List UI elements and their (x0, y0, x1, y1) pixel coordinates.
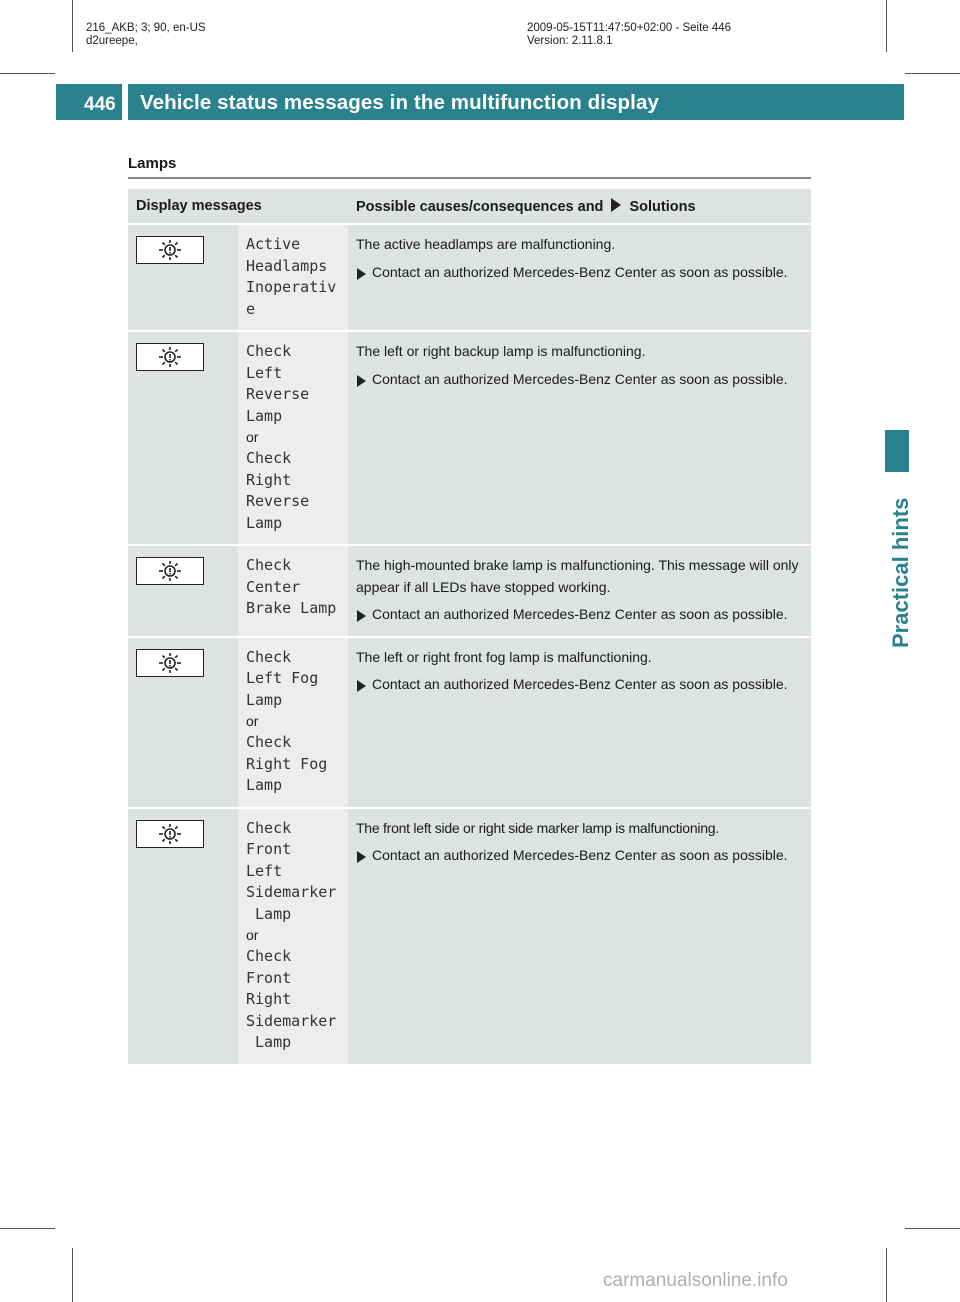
display-message: Active Headlamps Inoperativ e (246, 235, 337, 318)
side-tab-marker (885, 430, 909, 472)
display-message-alt: Check Front Right Sidemarker Lamp (246, 947, 337, 1051)
lamp-warning-icon (136, 649, 204, 677)
meta-left-line1: 216_AKB; 3; 90, en-US (86, 22, 206, 34)
step-arrow-icon (357, 680, 366, 692)
message-cell (238, 546, 348, 636)
icon-cell (128, 546, 238, 636)
lamp-glyph (155, 652, 185, 674)
table-row (128, 332, 811, 544)
lamp-glyph (155, 823, 185, 845)
solution-cell (348, 809, 811, 1064)
solution-cell (348, 225, 811, 330)
icon-cell (128, 225, 238, 330)
step-arrow-icon (357, 610, 366, 622)
lamp-glyph (155, 560, 185, 582)
solution-text: Contact an authorized Mercedes-Benz Center as soon as possible. (372, 676, 788, 692)
message-cell (238, 225, 348, 330)
display-message-alt: Check Right Fog Lamp (246, 733, 328, 794)
page-title: Vehicle status messages in the multifunction display (140, 91, 659, 114)
cause-text: The active headlamps are malfunctioning. (356, 236, 616, 252)
display-message: Check Left Fog Lamp (246, 647, 319, 709)
table-row (128, 225, 811, 330)
lamp-warning-icon (136, 236, 204, 264)
icon-cell (128, 332, 238, 544)
cause-text: The front left side or right side marker lamp is malfunctioning. (356, 819, 719, 836)
icon-cell (128, 809, 238, 1064)
page-number: 446 (84, 94, 116, 115)
col-header-possible (348, 189, 811, 223)
print-meta-left (86, 22, 206, 48)
col-header-possible-text: Possible causes/consequences and (356, 198, 604, 215)
solution-step (356, 262, 803, 284)
solution-arrow-icon (611, 198, 621, 212)
lamp-glyph (155, 346, 185, 368)
table-header-row (128, 189, 811, 223)
or-separator: or (246, 713, 259, 729)
solution-text: Contact an authorized Mercedes-Benz Center as soon as possible. (372, 370, 788, 387)
solution-text: Contact an authorized Mercedes-Benz Center as soon as possible. (372, 263, 788, 280)
message-cell (238, 332, 348, 544)
crop-mark (905, 73, 960, 74)
solution-text: Contact an authorized Mercedes-Benz Center as soon as possible. (372, 847, 788, 863)
crop-mark (886, 0, 887, 52)
solution-step (356, 604, 803, 626)
solution-step (356, 845, 803, 867)
display-message: Check Front Left Sidemarker Lamp (246, 818, 337, 923)
or-separator: or (246, 927, 259, 943)
table-row (128, 546, 811, 636)
message-cell (238, 638, 348, 807)
crop-mark (72, 0, 73, 52)
watermark: carmanualsonline.info (603, 1270, 788, 1291)
cause-text: The high-mounted brake lamp is malfunctioning. This message will only appear if all LEDs have stopped working. (356, 557, 799, 595)
icon-cell (128, 638, 238, 807)
col-header-solutions-text: Solutions (629, 198, 696, 215)
side-tab-label: Practical hints (888, 497, 913, 648)
crop-mark (0, 1228, 55, 1229)
col-header-display: Display messages (128, 189, 348, 223)
display-message: Check Center Brake Lamp (246, 556, 337, 617)
or-separator: or (246, 429, 259, 445)
solution-cell (348, 332, 811, 544)
cause-text: The left or right front fog lamp is malfunctioning. (356, 648, 652, 665)
table-row (128, 638, 811, 807)
solution-text: Contact an authorized Mercedes-Benz Center as soon as possible. (372, 606, 788, 622)
section-divider (128, 177, 811, 179)
step-arrow-icon (357, 268, 366, 280)
meta-right-line1: 2009-05-15T11:47:50+02:00 - Seite 446 (527, 22, 732, 34)
meta-left-line2: d2ureepe, (86, 35, 138, 47)
table-row (128, 809, 811, 1064)
lamp-warning-icon (136, 557, 204, 585)
crop-mark (886, 1248, 887, 1302)
crop-mark (72, 1248, 73, 1302)
meta-right-line2: Version: 2.11.8.1 (527, 35, 613, 47)
solution-step (356, 674, 803, 696)
print-meta-right (527, 22, 731, 48)
step-arrow-icon (357, 851, 366, 863)
crop-mark (905, 1228, 960, 1229)
display-message: Check Left Reverse Lamp (246, 342, 310, 425)
cause-text: The left or right backup lamp is malfunctioning. (356, 343, 646, 359)
crop-mark (0, 73, 55, 74)
section-title: Lamps (128, 155, 177, 172)
message-cell (238, 809, 348, 1064)
solution-cell (348, 638, 811, 807)
lamp-warning-icon (136, 820, 204, 848)
lamp-glyph (155, 239, 185, 261)
display-message-alt: Check Right Reverse Lamp (246, 449, 310, 532)
lamp-warning-icon (136, 343, 204, 371)
solution-step (356, 369, 803, 391)
step-arrow-icon (357, 375, 366, 387)
solution-cell (348, 546, 811, 636)
messages-table (128, 187, 811, 1066)
